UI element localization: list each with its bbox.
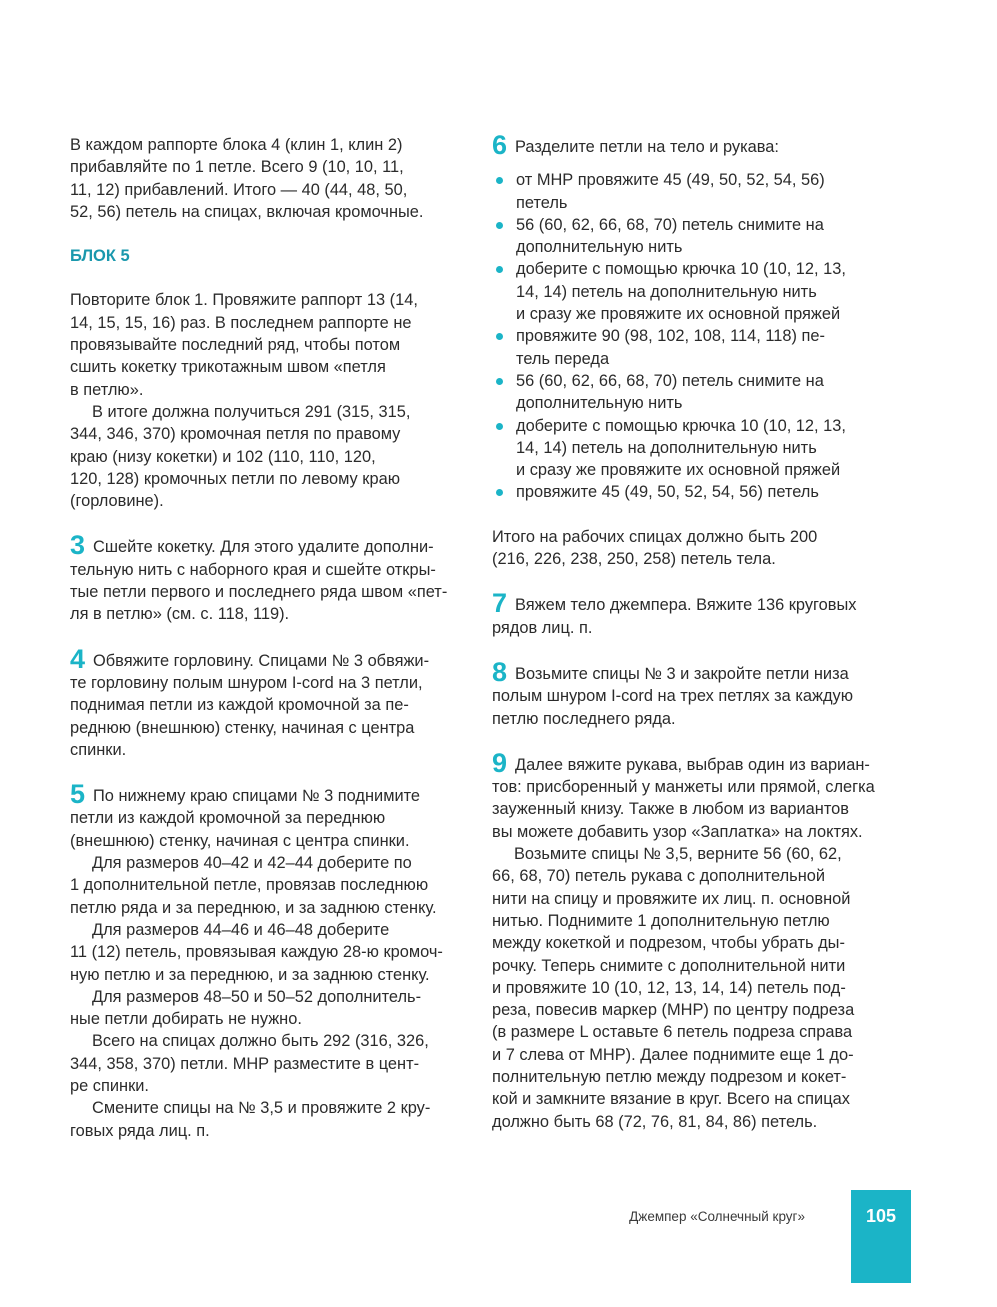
list-item-line: доберите с помощью крючка 10 (10, 12, 13, bbox=[516, 416, 846, 435]
text-line: сшить кокетку трикотажным швом «петля bbox=[70, 358, 386, 377]
block5-heading: БЛОК 5 bbox=[70, 247, 130, 266]
text-line-content: Обвяжите горловину. Спицами № 3 обвяжи- bbox=[93, 651, 430, 670]
text-line: Итого на рабочих спицах должно быть 200 bbox=[492, 527, 818, 546]
sleeves-paragraph bbox=[492, 843, 888, 1133]
step-number: 5 bbox=[70, 779, 86, 810]
text-line: Для размеров 44–46 и 46–48 доберите bbox=[92, 920, 390, 939]
text-line bbox=[70, 779, 462, 810]
text-line: полнительную петлю между подрезом и кокет- bbox=[492, 1067, 847, 1086]
list-item-line: тель переда bbox=[516, 349, 610, 368]
text-line: ля в петлю» (см. с. 118, 119). bbox=[70, 605, 290, 624]
text-line: 14, 15, 15, 16) раз. В последнем раппорте не bbox=[70, 313, 412, 332]
sizes-paragraph-3 bbox=[70, 986, 462, 1031]
sizes-paragraph-2 bbox=[70, 919, 462, 986]
text-line: вы можете добавить узор «Заплатка» на локтях. bbox=[492, 822, 863, 841]
text-line: кой и замкните вязание в круг. Всего на спицах bbox=[492, 1090, 850, 1109]
text-line: краю (низу кокетки) и 102 (110, 110, 120, bbox=[70, 447, 376, 466]
list-item bbox=[492, 481, 888, 503]
text-line-content: Возьмите спицы № 3 и закройте петли низа bbox=[515, 664, 849, 683]
list-item bbox=[492, 415, 888, 482]
text-line: петлю ряда и за переднюю, и за заднюю стенку. bbox=[70, 898, 437, 917]
text-line: нитью. Поднимите 1 дополнительную петлю bbox=[492, 911, 830, 930]
text-line bbox=[492, 656, 888, 687]
text-line: между кокеткой и подрезом, чтобы убрать ды- bbox=[492, 934, 845, 953]
step-number: 9 bbox=[492, 747, 508, 778]
change-needles-paragraph bbox=[70, 1097, 462, 1142]
text-line: зауженный книзу. Также в любом из вариантов bbox=[492, 800, 849, 819]
text-line: В итоге должна получиться 291 (315, 315, bbox=[92, 402, 411, 421]
text-line bbox=[70, 643, 462, 674]
text-line: должно быть 68 (72, 76, 81, 84, 86) петель. bbox=[492, 1112, 818, 1131]
text-line: (внешнюю) стенку, начиная с центра спинки. bbox=[70, 831, 410, 850]
text-line bbox=[492, 130, 888, 160]
bullet-icon bbox=[496, 266, 503, 273]
text-line bbox=[492, 588, 888, 619]
list-item bbox=[492, 370, 888, 415]
text-line: тые петли первого и последнего ряда швом «пет- bbox=[70, 583, 448, 602]
text-line: петлю последнего ряда. bbox=[492, 709, 676, 728]
text-line: Возьмите спицы № 3,5, верните 56 (60, 62, bbox=[514, 845, 842, 864]
step-number: 6 bbox=[492, 130, 508, 160]
list-item-line: дополнительную нить bbox=[516, 394, 683, 413]
text-line-content: Далее вяжите рукава, выбрав один из вариан- bbox=[515, 755, 870, 774]
text-line-content: Разделите петли на тело и рукава: bbox=[515, 138, 779, 156]
list-item-line: провяжите 90 (98, 102, 108, 114, 118) пе- bbox=[516, 327, 825, 346]
step-5 bbox=[70, 779, 462, 852]
text-line: поднимая петли из каждой кромочной за пе- bbox=[70, 696, 409, 715]
text-line: ные петли добирать не нужно. bbox=[70, 1010, 302, 1029]
list-item-line: петель bbox=[516, 193, 568, 212]
text-line: ре спинки. bbox=[70, 1076, 149, 1095]
text-line: Смените спицы на № 3,5 и провяжите 2 кру- bbox=[92, 1099, 431, 1118]
text-line: нити на спицу и провяжите их лиц. п. основной bbox=[492, 889, 851, 908]
list-item bbox=[492, 169, 888, 214]
bullet-icon bbox=[496, 177, 503, 184]
text-line: Для размеров 48–50 и 50–52 дополнитель- bbox=[92, 987, 422, 1006]
text-line bbox=[70, 530, 462, 561]
text-line: и провяжите 10 (10, 12, 13, 14, 14) петель под- bbox=[492, 978, 846, 997]
intro-paragraph bbox=[70, 134, 462, 223]
total-paragraph bbox=[70, 1030, 462, 1097]
text-line: провязывайте последний ряд, чтобы потом bbox=[70, 336, 401, 355]
bullet-icon bbox=[496, 222, 503, 229]
right-column bbox=[492, 130, 888, 1133]
bullet-icon bbox=[496, 489, 503, 496]
text-line: и 7 слева от МНР). Далее поднимите еще 1 до- bbox=[492, 1045, 854, 1064]
division-list bbox=[492, 169, 888, 503]
text-line: 1 дополнительной петле, провязав последнюю bbox=[70, 876, 429, 895]
bullet-icon bbox=[496, 423, 503, 430]
text-line: Для размеров 40–42 и 42–44 доберите по bbox=[92, 854, 412, 873]
text-line: 11 (12) петель, провязывая каждую 28-ю кромоч- bbox=[70, 943, 443, 962]
text-line: Всего на спицах должно быть 292 (316, 326, bbox=[92, 1032, 429, 1051]
list-item bbox=[492, 325, 888, 370]
block5-result-paragraph bbox=[70, 401, 462, 512]
list-item-line: и сразу же провяжите их основной пряжей bbox=[516, 305, 841, 324]
left-column bbox=[70, 134, 462, 1142]
text-line: те горловину полым шнуром I-cord на 3 петли, bbox=[70, 673, 423, 692]
text-line: петли из каждой кромочной за переднюю bbox=[70, 809, 386, 828]
text-line: 344, 358, 370) петли. МНР разместите в цент- bbox=[70, 1054, 420, 1073]
text-line: 11, 12) прибавлений. Итого — 40 (44, 48, 50, bbox=[70, 180, 408, 199]
text-line: 66, 68, 70) петель рукава с дополнительной bbox=[492, 867, 826, 886]
list-item-line: 56 (60, 62, 66, 68, 70) петель снимите на bbox=[516, 371, 824, 390]
text-line: тельную нить с наборного края и сшейте откры- bbox=[70, 560, 436, 579]
text-line: В каждом раппорте блока 4 (клин 1, клин 2) bbox=[70, 136, 403, 154]
list-item-line: 14, 14) петель на дополнительную нить bbox=[516, 438, 817, 457]
step-number: 7 bbox=[492, 588, 508, 619]
text-line-content: Сшейте кокетку. Для этого удалите дополни- bbox=[93, 538, 434, 557]
text-line bbox=[492, 747, 888, 778]
text-line: рядов лиц. п. bbox=[492, 618, 593, 637]
body-total-paragraph bbox=[492, 526, 888, 571]
text-line: (в размере L оставьте 6 петель подреза справа bbox=[492, 1023, 853, 1042]
text-line-content: Вяжем тело джемпера. Вяжите 136 круговых bbox=[515, 596, 857, 615]
list-item-line: 14, 14) петель на дополнительную нить bbox=[516, 282, 817, 301]
page-number: 105 bbox=[865, 1206, 897, 1226]
step-number: 3 bbox=[70, 530, 86, 561]
list-item bbox=[492, 258, 888, 325]
text-line: в петлю». bbox=[70, 380, 144, 399]
text-line: реднюю (внешнюю) стенку, начиная с центра bbox=[70, 718, 415, 737]
list-item-line: доберите с помощью крючка 10 (10, 12, 13, bbox=[516, 260, 846, 279]
block5-paragraph bbox=[70, 289, 462, 400]
text-line: рочку. Теперь снимите с дополнительной нити bbox=[492, 956, 846, 975]
text-line: 52, 56) петель на спицах, включая кромочные. bbox=[70, 202, 424, 221]
text-line: 344, 346, 370) кромочная петля по правому bbox=[70, 425, 401, 444]
step-4 bbox=[70, 643, 462, 761]
step-8 bbox=[492, 656, 888, 730]
step-number: 4 bbox=[70, 643, 86, 674]
list-item-line: 56 (60, 62, 66, 68, 70) петель снимите на bbox=[516, 215, 824, 234]
sizes-paragraph-1 bbox=[70, 852, 462, 919]
bullet-icon bbox=[496, 333, 503, 340]
step-number: 8 bbox=[492, 656, 508, 687]
text-line: (216, 226, 238, 250, 258) петель тела. bbox=[492, 550, 776, 569]
text-line: (горловине). bbox=[70, 492, 164, 511]
page-number-tab bbox=[851, 1190, 911, 1283]
text-line: реза, повесив маркер (МНР) по центру подреза bbox=[492, 1001, 855, 1020]
text-line: тов: присборенный у манжеты или прямой, слегка bbox=[492, 778, 875, 797]
text-line: ную петлю и за переднюю, и за заднюю стенку. bbox=[70, 965, 430, 984]
list-item-line: дополнительную нить bbox=[516, 238, 683, 257]
list-item bbox=[492, 214, 888, 259]
step-6 bbox=[492, 130, 888, 160]
text-line: Повторите блок 1. Провяжите раппорт 13 (14, bbox=[70, 291, 418, 310]
step-3 bbox=[70, 530, 462, 625]
text-line: 120, 128) кромочных петли по левому краю bbox=[70, 469, 400, 488]
bullet-icon bbox=[496, 378, 503, 385]
list-item-line: и сразу же провяжите их основной пряжей bbox=[516, 461, 841, 480]
text-line-content: По нижнему краю спицами № 3 поднимите bbox=[93, 787, 421, 806]
text-line: спинки. bbox=[70, 740, 127, 759]
text-line: полым шнуром I-cord на трех петлях за каждую bbox=[492, 687, 853, 706]
text-line: говых ряда лиц. п. bbox=[70, 1121, 210, 1140]
running-footer-title: Джемпер «Солнечный круг» bbox=[629, 1209, 805, 1224]
list-item-line: провяжите 45 (49, 50, 52, 54, 56) петель bbox=[516, 483, 819, 502]
text-line: прибавляйте по 1 петле. Всего 9 (10, 10, 11, bbox=[70, 158, 404, 177]
list-item-line: от МНР провяжите 45 (49, 50, 52, 54, 56) bbox=[516, 171, 825, 190]
step-7 bbox=[492, 588, 888, 639]
step-9 bbox=[492, 747, 888, 843]
